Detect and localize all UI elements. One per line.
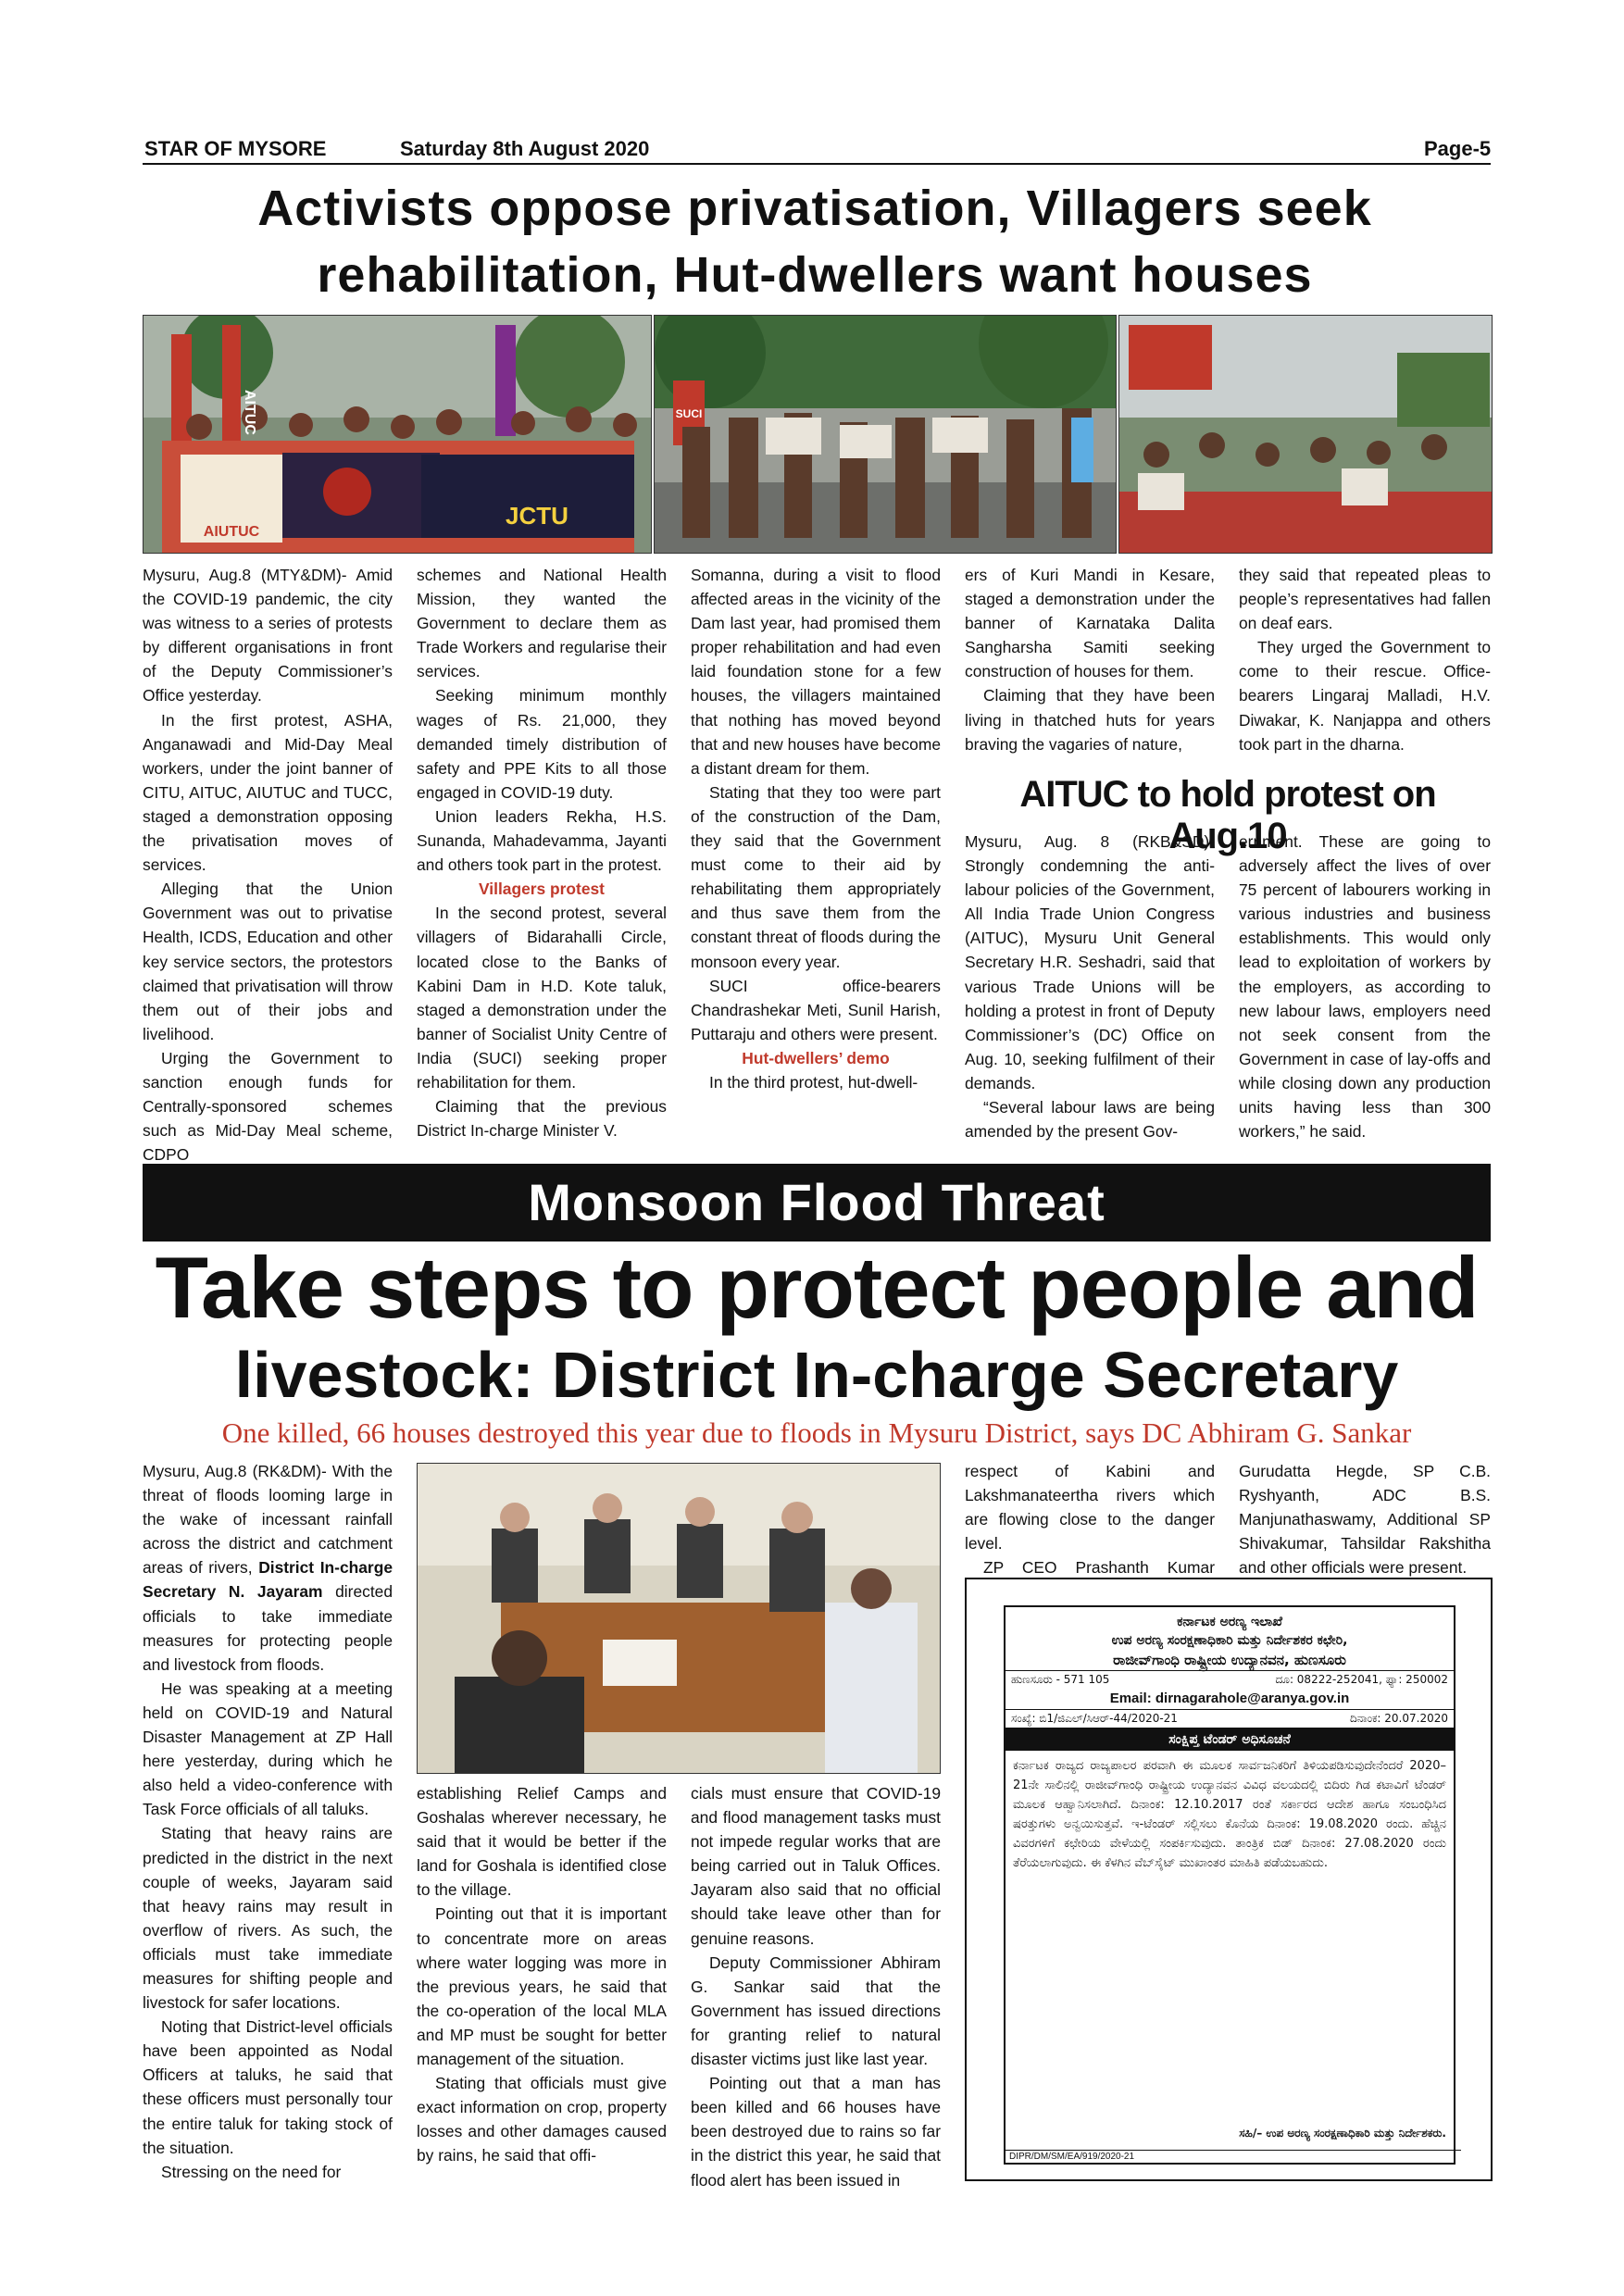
protest-photo-2 [654,315,1117,554]
notice-body: ಕರ್ನಾಟಕ ರಾಜ್ಯದ ರಾಜ್ಯಪಾಲರ ಪರವಾಗಿ ಈ ಮೂಲಕ ಸಾರ್ವಜನಿಕರಿಗೆ ತಿಳಿಯಪಡಿಸುವುದೇನೆಂದರೆ 2020–21ನೇ ಸಾಲಿನಲ್ಲಿ ರಾಜೀವ್‌ಗಾಂಧಿ ರಾಷ್ಟ್ರೀಯ ಉದ್ಯಾನವನ ವಿವಿಧ ವಲಯದಲ್ಲಿ ಬಿದಿರು ಗಿಡ ಕಟಾವಿಗೆ ಟೆಂಡರ್ ಮೂಲಕ ಆಹ್ವಾನಿಸಲಾಗಿದೆ. ದಿನಾಂಕ: 12.10.2017 ರಂತೆ ಸರ್ಕಾರದ ಆದೇಶ ಹಾಗೂ ಸಂಬಂಧಿಸಿದ ಷರತ್ತುಗಳು ಅನ್ವಯಿಸುತ್ತವೆ. ಇ-ಟೆಂಡರ್ ಸಲ್ಲಿಸಲು ಕೊನೆಯ ದಿನಾಂಕ: 19.08.2020 ರಂದು. ಹೆಚ್ಚಿನ ವಿವರಗಳಿಗೆ ಕಛೇರಿಯ ವೇಳೆಯಲ್ಲಿ ಸಂಪರ್ಕಿಸುವುದು. ತಾಂತ್ರಿಕ ಬಿಡ್ ದಿನಾಂಕ: 27.08.2020 ರಂದು ತೆರೆಯಲಾಗುವುದು. ಈ ಕೆಳಗಿನ ವೆಬ್‌ಸೈಟ್ ಮುಖಾಂತರ ಮಾಹಿತಿ ಪಡೆಯಬಹುದು. [1013,1759,1446,1870]
story3-deck: One killed, 66 houses destroyed this year due to floods in Mysuru District, says DC Abhiram G. Sankar [221,1416,1412,1449]
story1-col1 [143,563,393,1167]
subhead-villagers-protest: Villagers protest [479,880,605,899]
paragraph: Stressing on the need for [161,2162,342,2181]
paragraph: They urged the Government to come to their rescue. Office-bearers Lingaraj Malladi, H.V. Diwakar, K. Nanjappa and others took part in the dharna. [1239,638,1491,754]
notice-ref: ಸಂಖ್ಯೆ: ಬಿ1/ಜಿಎಲ್/ಸಿಆರ್-44/2020-21 [1011,1712,1178,1725]
paragraph: Claiming that they have been living in thatched huts for years braving the vagaries of nature, [965,686,1215,754]
story1-headline-line1: Activists oppose privatisation, Villagers seek [257,181,1372,236]
notice-title: ಸಂಕ್ಷಿಪ್ತ ಟೆಂಡರ್ ಅಧಿಸೂಚನೆ [1006,1728,1454,1751]
paragraph: SUCI office-bearers Chandrashekar Meti, Sunil Harish, Puttaraju and others were present. [691,976,941,1043]
story1-col5 [1239,563,1491,756]
notice-signature: ಸಹಿ/– ಉಪ ಅರಣ್ಯ ಸಂರಕ್ಷಣಾಧಿಕಾರಿ ಮತ್ತು ನಿರ್ದೇಶಕರು. [1239,2127,1446,2140]
issue-date: Saturday 8th August 2020 [400,137,650,160]
paragraph: Mysuru, Aug.8 (MTY&DM)- Amid the COVID-19 pandemic, the city was witness to a series of protests by different organisations in front of the Deputy Commissioner’s Office yesterday. [143,566,393,705]
lead-bold-name: District In-charge Secretary N. Jayaram [143,1558,393,1602]
meeting-photo-image [418,1464,940,1773]
story2-col1 [965,830,1215,1143]
notice-address-row [1006,1670,1454,1689]
protest-photo-2-image [655,316,1116,553]
notice-line3: ರಾಜೀವ್‌ಗಾಂಧಿ ರಾಷ್ಟ್ರೀಯ ಉದ್ಯಾನವನ, ಹುಣಸೂರು [1113,1652,1346,1668]
meeting-photo [417,1463,941,1774]
paragraph: Pointing out that it is important to concentrate more on areas where water logging was more in the previous years, he said that the co-operation of the local MLA and MP must be sought for better management of the situation. [417,1904,667,2069]
photo2-flag-text: SUCI [675,407,703,420]
paragraph: In the first protest, ASHA, Anganawadi and Mid-Day Meal workers, under the joint banner of CITU, AITUC, AIUTUC and TUCC, staged a demonstration opposing the privatisation moves of services. [143,710,393,875]
paragraph: establishing Relief Camps and Goshalas wherever necessary, he said that it would be better if the land for Goshala is identified close to the village. [417,1784,667,1900]
story2-col2 [1239,830,1491,1143]
story1-col3 [691,563,941,1094]
notice-line2: ಉಪ ಅರಣ್ಯ ಸಂರಕ್ಷಣಾಧಿಕಾರಿ ಮತ್ತು ನಿರ್ದೇಶಕರ ಕಛೇರಿ, [1111,1633,1348,1648]
lead-text-rest: directed officials to take immediate measures for protecting people and livestock from floods. [143,1582,394,1674]
paragraph: Deputy Commissioner Abhiram G. Sankar said that the Government has issued directions for granting relief to natural disaster victims just like last year. [691,1953,941,2069]
paragraph: Gurudatta Hegde, SP C.B. Ryshyanth, ADC B.S. Manjunathaswamy, Additional SP Shivakumar, Tahsildar Rakshitha and other officials were present. [1239,1462,1491,1578]
story1-col4 [965,563,1215,756]
protest-photo-3 [1118,315,1493,554]
notice-code: DIPR/DM/SM/EA/919/2020-21 [1006,2150,1461,2163]
paragraph: Stating that heavy rains are predicted in the district in the next couple of weeks, Jayaram said that heavy rains may result in overflow of rivers. As such, the officials must take immediate measures for shifting people and livestock for safer locations. [143,1824,393,2013]
photo1-flag-text: AITUC [242,390,257,435]
tender-notice [965,1578,1493,2181]
paragraph: Noting that District-level officials have been appointed as Nodal Officers at taluks, he said that these officers must personally tour the entire taluk for taking stock of the situation. [143,2017,393,2157]
paragraph: Mysuru, Aug. 8 (RKB&SD)- Strongly condemning the anti-labour policies of the Government, All India Trade Union Congress (AITUC), Mysuru Unit General Secretary H.R. Seshadri, said that various Trade Unions will be holding a protest in front of Deputy Commissioner’s (DC) Office on Aug. 10, seeking fulfilment of their demands. [965,832,1215,1092]
notice-frame [1004,1605,1455,2165]
lead-text: Mysuru, Aug.8 (RK&DM)- With the threat of floods looming large in the wake of incessant rainfall across the district and catchment areas of rivers, [143,1462,393,1578]
protest-photo-3-image [1119,316,1492,553]
subhead-hut-dwellers-demo: Hut-dwellers’ demo [742,1048,890,1067]
paragraph: ernment. These are going to adversely affect the lives of over 75 percent of labourers working in various industries and business establishments. This would only lead to exploitation of workers by the employers, as according to new labour laws, employers need not seek consent from the Government in case of lay-offs and while closing down any production units having less than 300 workers,” he said. [1239,832,1491,1142]
story3-col5 [1239,1459,1491,1579]
paragraph: cials must ensure that COVID-19 and flood management tasks must not impede regular works that are being carried out in Taluk Offices. Jayaram also said that no official should take leave other than for genuine reasons. [691,1784,941,1948]
notice-line1: ಕರ್ನಾಟಕ ಅರಣ್ಯ ಇಲಾಖೆ [1177,1615,1282,1629]
notice-ref-row [1006,1709,1454,1728]
story3-headline-line1: Take steps to protect people and [155,1239,1479,1336]
paragraph: respect of Kabini and Lakshmanateertha rivers which are flowing close to the danger level. [965,1462,1215,1554]
story1-col2 [417,563,667,1142]
photo1-banner-jctu: JCTU [506,502,568,530]
story3-col2 [417,1781,667,2168]
notice-email: Email: dirnagarahole@aranya.gov.in [1109,1691,1350,1706]
notice-address: ಹುಣಸೂರು - 571 105 [1011,1673,1110,1686]
paragraph: ZP CEO Prashanth Kumar [983,1558,1215,1578]
story3-headline-line2: livestock: District In-charge Secretary [234,1339,1399,1411]
paragraph: schemes and National Health Mission, they wanted the Government to declare them as Trade Workers and regularise their services. [417,566,667,681]
paper-name: STAR OF MYSORE [144,137,327,160]
paragraph: He was speaking at a meeting held on COVID-19 and Natural Disaster Management at ZP Hall here yesterday, during which he also held a video-conference with Task Force officials of all taluks. [143,1678,393,1819]
paragraph: Seeking minimum monthly wages of Rs. 21,000, they demanded timely distribution of safety and PPE Kits to all those engaged in COVID-19 duty. [417,686,667,802]
paragraph: ers of Kuri Mandi in Kesare, staged a demonstration under the banner of Karnataka Dalita Sangharsha Samiti seeking construction of houses for them. [965,566,1215,681]
story2-headline: AITUC to hold protest on Aug.10 [1019,774,1436,856]
protest-photo-1 [143,315,652,554]
notice-phone: ದೂ: 08222-252041, ಫ್ಯಾ: 250002 [1275,1673,1448,1686]
section-kicker-banner: Monsoon Flood Threat [143,1164,1491,1242]
protest-photo-1-image [144,316,651,553]
story3-col3 [691,1781,941,2192]
notice-date: ದಿನಾಂಕ: 20.07.2020 [1350,1712,1448,1725]
paragraph: In the second protest, several villagers of Bidarahalli Circle, located close to the Banks of Kabini Dam in H.D. Kote taluk, staged a demonstration under the banner of Socialist Unity Centre of India (SUCI) seeking proper rehabilitation for them. [417,904,667,1092]
paragraph: Claiming that the previous District In-charge Minister V. [417,1097,667,1141]
paragraph: they said that repeated pleas to people’s representatives had fallen on deaf ears. [1239,566,1491,633]
header-rule [143,163,1491,165]
page-number: Page-5 [1424,137,1492,160]
story3-col1 [143,1459,393,2184]
paragraph: Somanna, during a visit to flood affected areas in the vicinity of the Dam last year, had promised them proper rehabilitation and had even laid foundation stone for a few houses, the villagers maintained that nothing has moved beyond that and new houses have become a distant dream for them. [691,566,941,778]
paragraph: Alleging that the Union Government was out to privatise Health, ICDS, Education and other key service sectors, the protestors claimed that privatisation will throw them out of their jobs and livelihood. [143,880,393,1043]
lead-paragraph [143,1459,393,1677]
paragraph: Union leaders Rekha, H.S. Sunanda, Mahadevamma, Jayanti and others took part in the protest. [417,806,667,875]
paragraph: In the third protest, hut-dwell- [709,1072,918,1092]
story1-headline-line2: rehabilitation, Hut-dwellers want houses [317,247,1313,303]
paragraph: Pointing out that a man has been killed and 66 houses have been destroyed due to rains so far in the district this year, he said that flood alert has been issued in [691,2074,941,2190]
paragraph: “Several labour laws are being amended by the present Gov- [965,1098,1215,1142]
photo1-placard: AIUTUC [203,524,260,540]
paragraph: Stating that officials must give exact information on crop, property losses and other damages caused by rains, he said that offi- [417,2074,667,2165]
paragraph: Urging the Government to sanction enough funds for Centrally-sponsored schemes such as Mid-Day Meal scheme, CDPO [143,1048,393,1165]
paragraph: Stating that they too were part of the construction of the Dam, they said that the Government must come to their aid by rehabilitating them appropriately and thus save them from the constant threat of floods during the monsoon every year. [691,782,941,971]
